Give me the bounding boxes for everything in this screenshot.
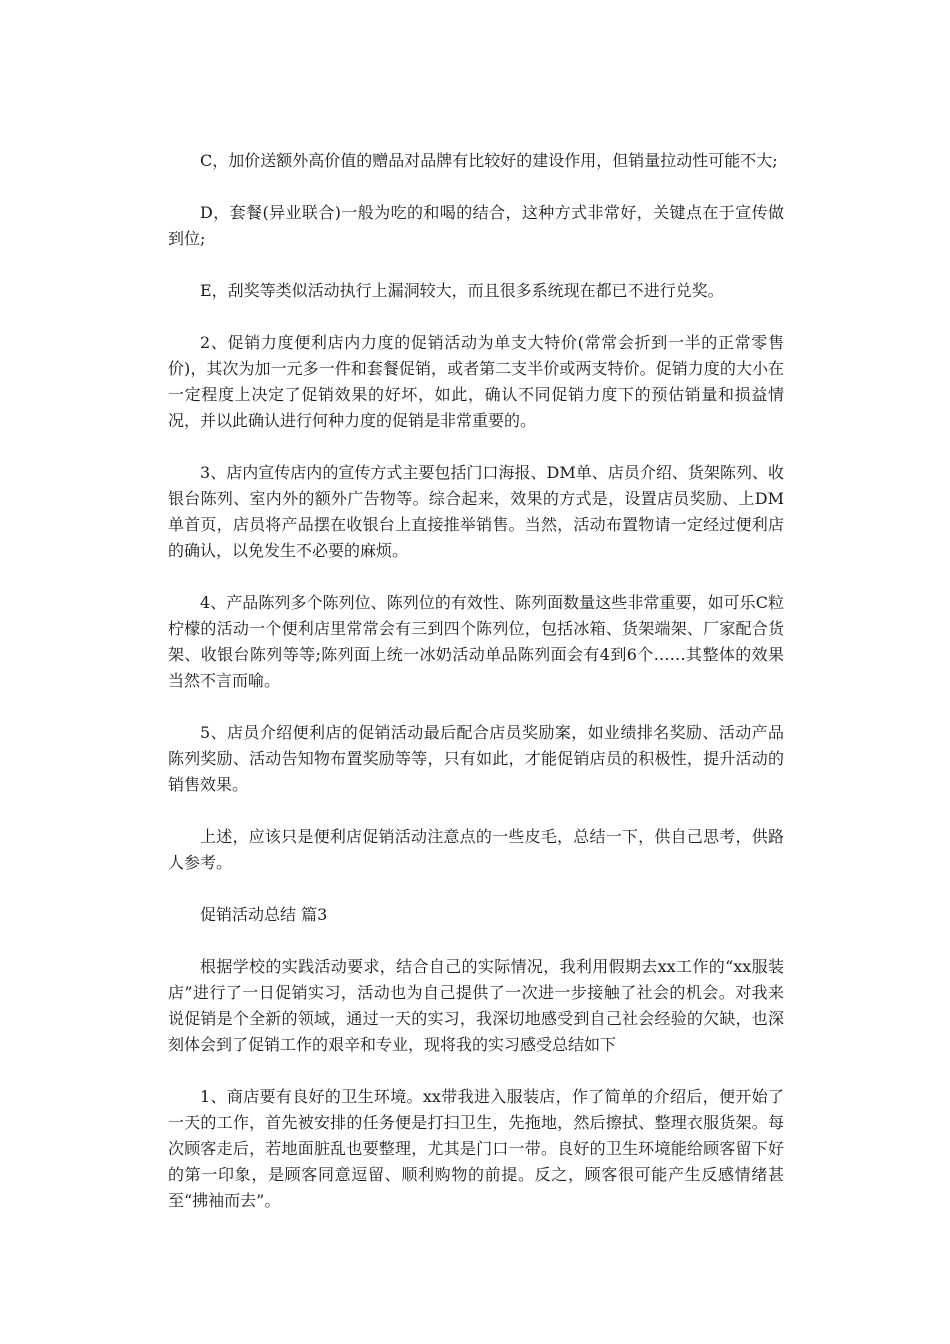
paragraph-c-gift: C，加价送额外高价值的赠品对品牌有比较好的建设作用，但销量拉动性可能不大; (200, 151, 778, 170)
paragraph-internship-intro: 根据学校的实践活动要求，结合自己的实际情况，我利用假期去xx工作的“xx服装店”进行了一日促销实习，活动也为自己提供了一次进一步接触了社会的机会。对我来说促销是个全新的领域，通过一天的实习，我深切地感受到自己社会经验的欠缺，也深刻体会到了促销工作的艰辛和专业，现将我的实习感受总结如下 (168, 957, 784, 1054)
document-body (168, 148, 784, 1240)
section-heading: 促销活动总结 篇3 (200, 905, 328, 924)
paragraph-in-store-promotion: 3、店内宣传店内的宣传方式主要包括门口海报、DM单、店员介绍、货架陈列、收银台陈列、室内外的额外广告物等。综合起来，效果的方式是，设置店员奖励、上DM单首页，店员将产品摆在收银台上直接推举销售。当然，活动布置物请一定经过便利店的确认，以免发生不必要的麻烦。 (168, 463, 784, 560)
paragraph-summary-remark: 上述，应该只是便利店促销活动注意点的一些皮毛，总结一下，供自己思考，供路人参考。 (168, 827, 784, 872)
paragraph-d-combo: D，套餐(异业联合)一般为吃的和喝的结合，这种方式非常好，关键点在于宣传做到位; (168, 203, 784, 248)
paragraph-hygiene: 1、商店要有良好的卫生环境。xx带我进入服装店，作了简单的介绍后，便开始了一天的工作，首先被安排的任务便是打扫卫生，先拖地，然后擦拭、整理衣服货架。每次顾客走后，若地面脏乱也要整理，尤其是门口一带。良好的卫生环境能给顾客留下好的第一印象，是顾客同意逗留、顺利购物的前提。反之，顾客很可能产生反感情绪甚至“拂袖而去”。 (168, 1087, 784, 1210)
paragraph-product-display: 4、产品陈列多个陈列位、陈列位的有效性、陈列面数量这些非常重要，如可乐C粒柠檬的活动一个便利店里常常会有三到四个陈列位，包括冰箱、货架端架、厂家配合货架、收银台陈列等等;陈列面上统一冰奶活动单品陈列面会有4到6个……其整体的效果当然不言而喻。 (168, 593, 784, 690)
paragraph-promotion-intensity: 2、促销力度便利店内力度的促销活动为单支大特价(常常会折到一半的正常零售价)，其次为加一元多一件和套餐促销，或者第二支半价或两支特价。促销力度的大小在一定程度上决定了促销效果的好坏，如此，确认不同促销力度下的预估销量和损益情况，并以此确认进行何种力度的促销是非常重要的。 (168, 333, 784, 430)
paragraph-staff-introduction: 5、店员介绍便利店的促销活动最后配合店员奖励案，如业绩排名奖励、活动产品陈列奖励、活动告知物布置奖励等等，只有如此，才能促销店员的积极性，提升活动的销售效果。 (168, 723, 784, 794)
paragraph-e-scratch: E，刮奖等类似活动执行上漏洞较大，而且很多系统现在都已不进行兑奖。 (200, 281, 724, 300)
